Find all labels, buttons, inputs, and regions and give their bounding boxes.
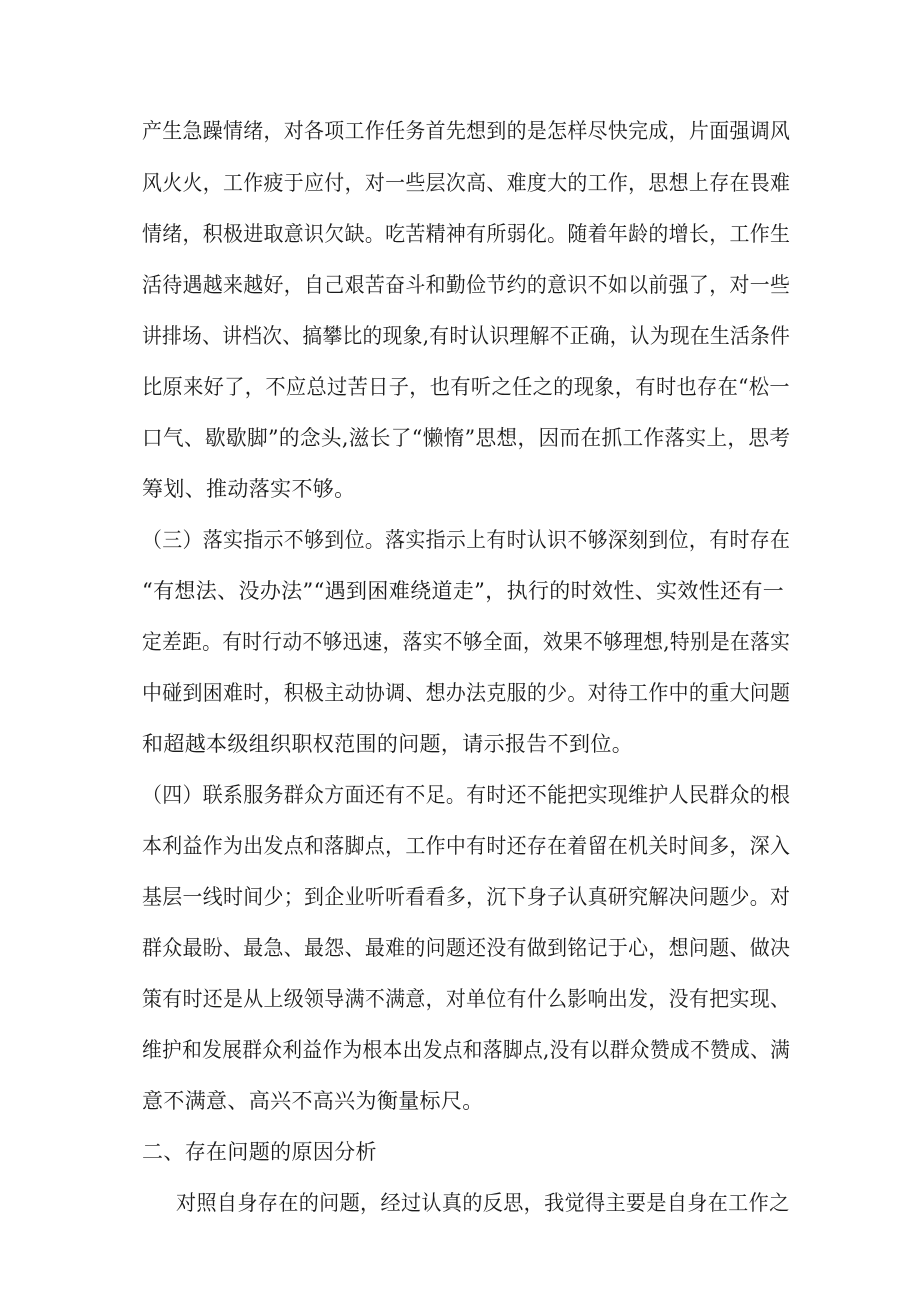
paragraph-line: 活待遇越来越好，自己艰苦奋斗和勤俭节约的意识不如以前强了，对一些	[142, 273, 791, 297]
paragraph-line: 维护和发展群众利益作为根本出发点和落脚点,没有以群众赞成不赞成、满	[142, 1038, 791, 1062]
paragraph-line: 对照自身存在的问题，经过认真的反思，我觉得主要是自身在工作之	[176, 1191, 790, 1215]
paragraph-line: 产生急躁情绪，对各项工作任务首先想到的是怎样尽快完成，片面强调风	[142, 119, 791, 143]
paragraph-line: 本利益作为出发点和落脚点，工作中有时还存在着留在机关时间多，深入	[142, 834, 791, 858]
paragraph-line: 筹划、推动落实不够。	[142, 477, 356, 501]
paragraph-line: 讲排场、讲档次、搞攀比的现象,有时认识理解不正确，认为现在生活条件	[142, 324, 791, 348]
section-heading: 二、存在问题的原因分析	[142, 1140, 377, 1164]
paragraph-line: 比原来好了，不应总过苦日子，也有听之任之的现象，有时也存在“松一	[142, 375, 790, 399]
paragraph-line: 基层一线时间少；到企业听听看看多，沉下身子认真研究解决问题少。对	[142, 885, 791, 909]
paragraph-line: 中碰到困难时，积极主动协调、想办法克服的少。对待工作中的重大问题	[142, 681, 791, 705]
paragraph-line: “有想法、没办法”“遇到困难绕道走”，执行的时效性、实效性还有一	[142, 579, 785, 603]
paragraph-line: 定差距。有时行动不够迅速，落实不够全面，效果不够理想,特别是在落实	[142, 630, 791, 654]
paragraph-line: 群众最盼、最急、最怨、最难的问题还没有做到铭记于心，想问题、做决	[142, 936, 791, 960]
paragraph-line: 和超越本级组织职权范围的问题，请示报告不到位。	[142, 732, 634, 756]
paragraph-line: 风火火，工作疲于应付，对一些层次高、难度大的工作，思想上存在畏难	[142, 171, 791, 195]
paragraph-line: 意不满意、高兴不高兴为衡量标尺。	[142, 1089, 484, 1113]
paragraph-line: 情绪，积极进取意识欠缺。吃苦精神有所弱化。随着年龄的增长，工作生	[142, 222, 791, 246]
paragraph-line: （三）落实指示不够到位。落实指示上有时认识不够深刻到位，有时存在	[142, 528, 791, 552]
paragraph-line: 策有时还是从上级领导满不满意，对单位有什么影响出发，没有把实现、	[142, 987, 791, 1011]
paragraph-line: （四）联系服务群众方面还有不足。有时还不能把实现维护人民群众的根	[142, 783, 791, 807]
paragraph-line: 口气、歇歇脚”的念头,滋长了“懒惰”思想，因而在抓工作落实上，思考	[142, 426, 791, 450]
